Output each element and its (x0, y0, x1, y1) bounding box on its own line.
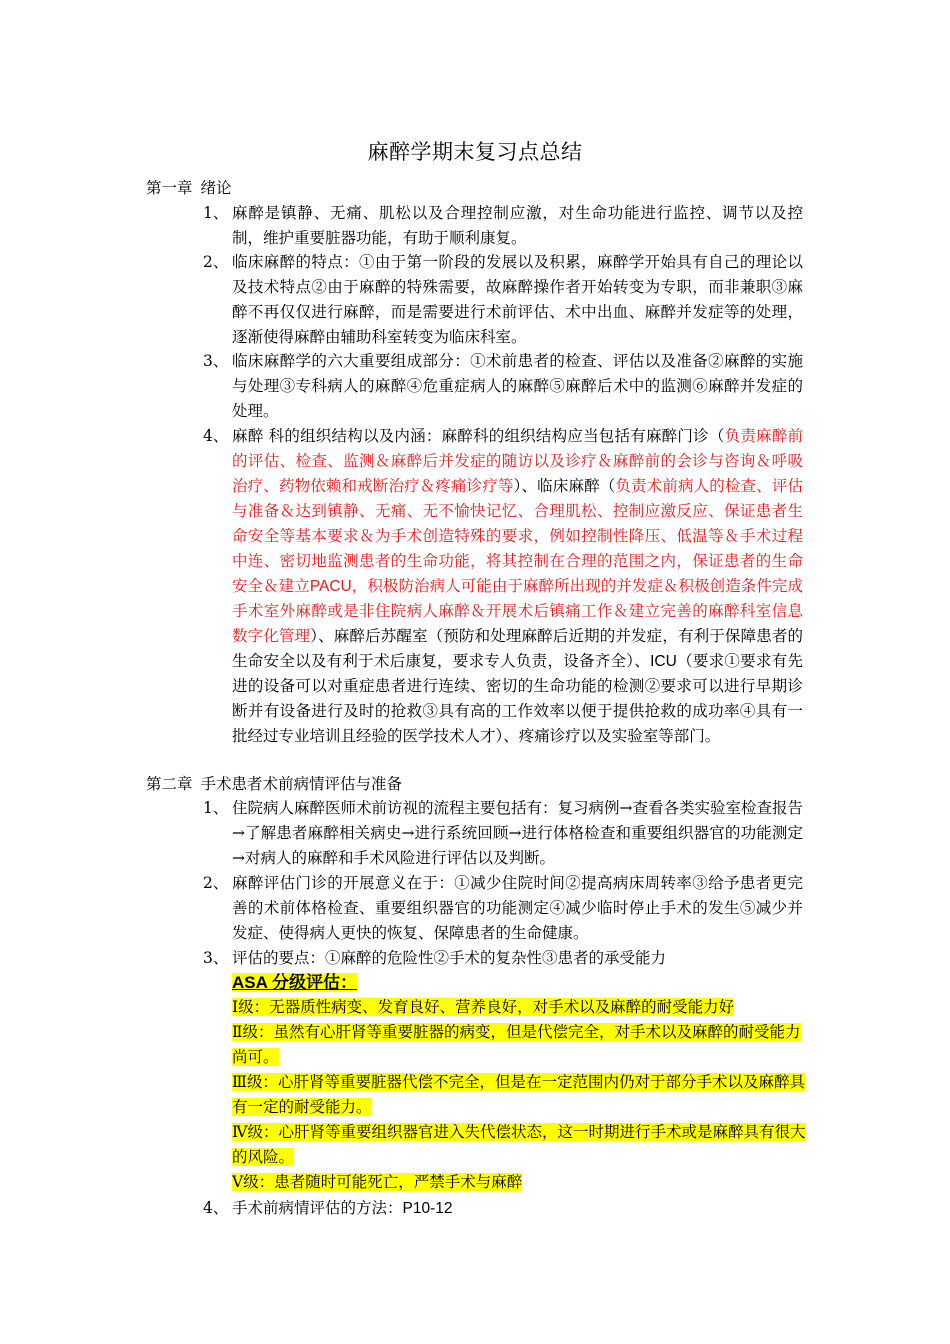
asa-level-text: Ⅱ级：虽然有心肝肾等重要脏器的病变，但是代偿完全，对手术以及麻醉的耐受能力尚可。 (232, 1023, 801, 1066)
item-number: 3、 (203, 352, 229, 370)
chapter-2-label: 第二章 (146, 775, 193, 793)
chapter-1-label: 第一章 (146, 179, 193, 197)
text-segment: （要求①要求有先进的设备可以对重症患者进行连续、密切的生命功能的检测②要求可以进行早期诊断并有设备进行及时的抢救③具有高的工作效率以便于提供抢救的成功率④具有一批经过专业培训且经验的医学技术人才）、疼痛诊疗以及实验室等部门。 (232, 652, 803, 745)
list-item (203, 349, 803, 424)
asa-level-4 (232, 1120, 807, 1170)
highlight-red-text: ，积极防治病人可能由于麻醉所出现的并发症＆积极创造条件完成手术室外麻醉或是非住院病人麻醉＆开展术后镇痛工作＆建立完善的麻醉科室信息数字化管理 (232, 577, 803, 645)
page-reference: P10-12 (402, 1200, 453, 1217)
list-item (203, 201, 803, 251)
item-number: 4、 (203, 1199, 229, 1217)
item-number: 2、 (203, 874, 229, 892)
item-text (232, 424, 803, 749)
chapter-2-heading (146, 772, 402, 796)
asa-level-3 (232, 1070, 807, 1120)
item-text: 住院病人麻醉医师术前访视的流程主要包括有：复习病例→查看各类实验室检查报告→了解患者麻醉相关病史→进行系统回顾→进行体格检查和重要组织器官的功能测定→对病人的麻醉和手术风险进行评估以及判断。 (232, 799, 803, 867)
chapter-2-name: 手术患者术前病情评估与准备 (200, 775, 403, 793)
chapter-1-heading (146, 176, 232, 200)
asa-level-text: Ⅲ级：心肝肾等重要脏器代偿不完全，但是在一定范围内仍对于部分手术以及麻醉具有一定的耐受能力。 (232, 1073, 805, 1116)
asa-level-text: Ⅳ级：心肝肾等重要组织器官进入失代偿状态，这一时期进行手术或是麻醉具有很大的风险。 (232, 1123, 806, 1166)
item-number: 4、 (203, 427, 229, 445)
text-segment: ICU (650, 653, 677, 670)
item-number: 3、 (203, 949, 229, 967)
asa-level-text: Ⅰ级：无器质性病变、发育良好、营养良好，对手术以及麻醉的耐受能力好 (232, 998, 735, 1016)
asa-level-2 (232, 1020, 807, 1070)
list-item (203, 1196, 803, 1221)
highlight-red-text: PACU (309, 578, 352, 595)
list-item (203, 424, 803, 749)
item-text: 麻醉评估门诊的开展意义在于：①减少住院时间②提高病床周转率③给予患者更完善的术前体格检查、重要组织器官的功能测定④减少临时停止手术的发生⑤减少并发症、使得病人更快的恢复、保障患者的生命健康。 (232, 874, 803, 942)
text-segment: 麻醉 科的组织结构以及内涵：麻醉科的组织结构应当包括有麻醉门诊（ (232, 427, 725, 445)
list-item (203, 946, 803, 971)
item-text (232, 1196, 803, 1221)
text-segment: ）、临床麻醉（ (513, 477, 616, 495)
item-text: 临床麻醉的特点：①由于第一阶段的发展以及积累，麻醉学开始具有自己的理论以及技术特点②由于麻醉的特殊需要，故麻醉操作者开始转变为专职，而非兼职③麻醉不再仅仅进行麻醉，而是需要进行术前评估、术中出血、麻醉并发症等的处理，逐渐使得麻醉由辅助科室转变为临床科室。 (232, 253, 803, 346)
highlight-red-text: 负责麻醉前的评估、检查、监测＆麻醉后并发症的随访以及诊疗＆麻醉前的会诊与咨询＆呼吸治疗、药物依赖和戒断治疗＆疼痛诊疗等 (232, 427, 803, 495)
text-segment: 手术前病情评估的方法： (232, 1199, 403, 1217)
item-text: 麻醉是镇静、无痛、肌松以及合理控制应激，对生命功能进行监控、调节以及控制，维护重要脏器功能，有助于顺利康复。 (232, 204, 803, 247)
item-text: 临床麻醉学的六大重要组成部分：①术前患者的检查、评估以及准备②麻醉的实施与处理③专科病人的麻醉④危重症病人的麻醉⑤麻醉后术中的监测⑥麻醉并发症的处理。 (232, 352, 803, 420)
chapter-1-name: 绪论 (200, 179, 232, 197)
item-text: 评估的要点：①麻醉的危险性②手术的复杂性③患者的承受能力 (232, 949, 667, 967)
asa-heading: ASA 分级评估： (232, 973, 357, 992)
asa-level-1 (232, 995, 807, 1020)
page-title: 麻醉学期末复习点总结 (367, 140, 583, 164)
asa-classification (232, 971, 807, 1195)
list-item (203, 796, 803, 871)
list-item (203, 871, 803, 946)
item-number: 2、 (203, 253, 229, 271)
highlight-red-text: 负责术前病人的检查、评估与准备＆达到镇静、无痛、无不愉快记忆、合理肌松、控制应激反应、保证患者生命安全等基本要求＆为手术创造特殊的要求，例如控制性降压、低温等＆手术过程中连、密切地监测患者的生命功能，将其控制在合理的范围之内，保证患者的生命安全＆建立 (232, 477, 803, 595)
item-number: 1、 (203, 799, 229, 817)
text-segment: ）、麻醉后苏醒室（预防和处理麻醉后近期的并发症，有利于保障患者的生命安全以及有利于术后康复，要求专人负责，设备齐全）、 (232, 627, 803, 670)
asa-level-5 (232, 1170, 807, 1195)
asa-level-text: Ⅴ级：患者随时可能死亡，严禁手术与麻醉 (232, 1173, 523, 1191)
list-item (203, 250, 803, 350)
item-number: 1、 (203, 204, 229, 222)
